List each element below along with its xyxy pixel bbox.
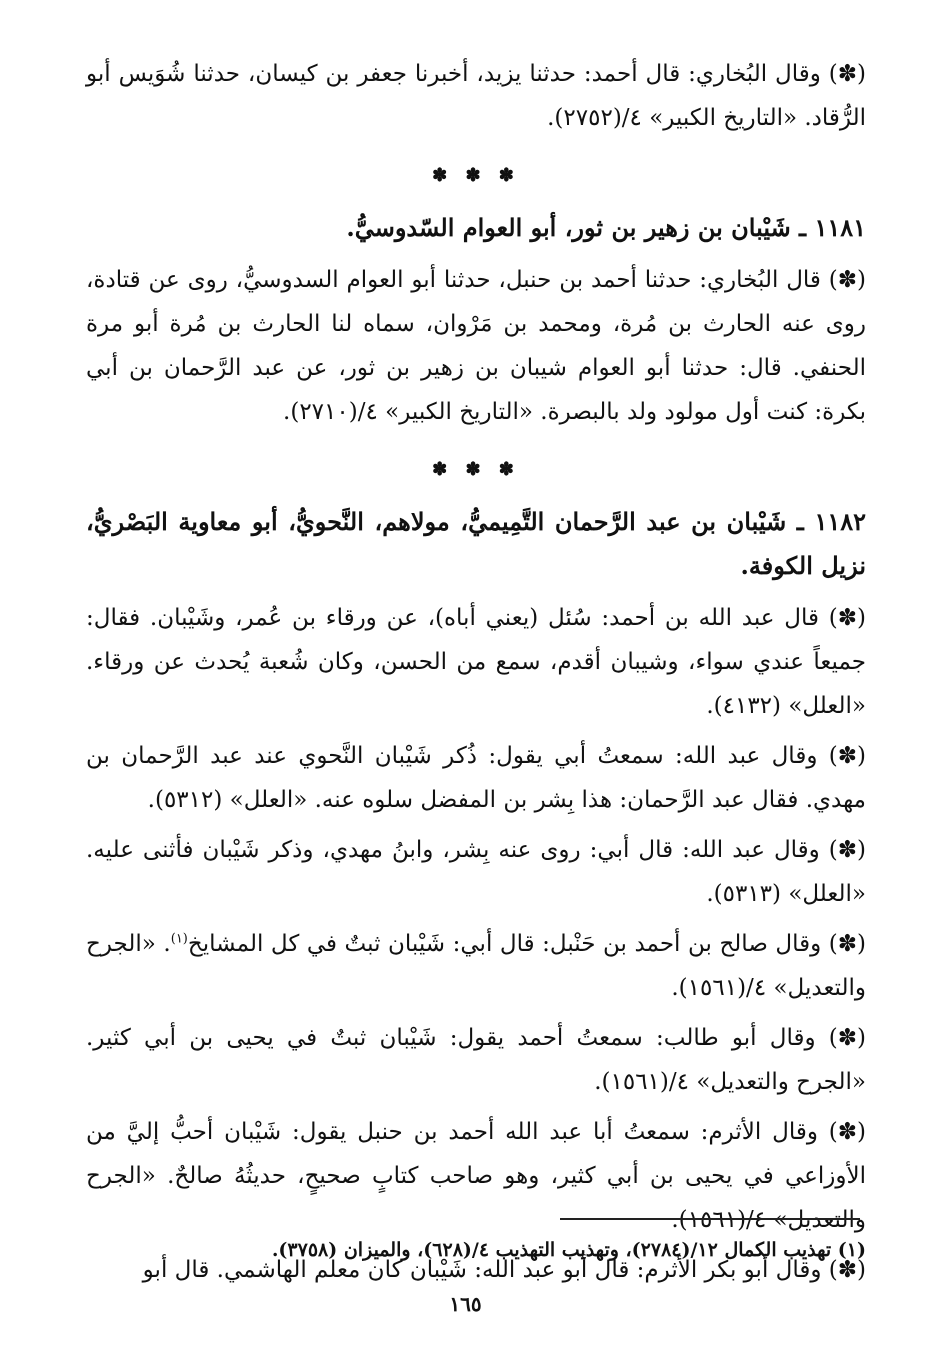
entry-paragraph: (✽) وقال أبو طالب: سمعتُ أحمد يقول: شَيْبان ثبتٌ في يحيى بن أبي كثير. «الجرح والتعديل» ٤/(١٥٦١). (86, 1025, 866, 1095)
entry-paragraph: (✽) وقال عبد الله: قال أبي: روى عنه بِشر، وابنُ مهدي، وذكر شَيْبان فأثنى عليه. «العلل» (٥٣١٣). (86, 837, 866, 907)
entry-heading-1181: ١١٨١ ـ شَيْبان بن زهير بن ثور، أبو العوام السّدوسيُّ. (346, 213, 866, 242)
footnote: (١) تهذيب الكمال ١٢/(٢٧٨٤)، وتهذيب التهذيب ٤/(٦٢٨)، والميزان (٣٧٥٨). (271, 1239, 866, 1261)
entry-paragraph-citation: . «الجرح والتعديل» ٤/(١٥٦١). (86, 931, 866, 1001)
entry-paragraph: (✽) وقال عبد الله: سمعتُ أبي يقول: ذُكر شَيْبان النَّحوي عند عبد الرَّحمان بن مهدي. فقال عبد الرَّحمان: هذا بِشر بن المفضل سلوه عنه. «العلل» (٥٣١٢). (86, 743, 866, 813)
section-separator: ✽ ✽ ✽ (432, 165, 520, 186)
page-number: ١٦٥ (449, 1292, 482, 1316)
section-separator: ✽ ✽ ✽ (432, 459, 520, 480)
page-body (86, 52, 866, 1298)
entry-paragraph-text: (✽) وقال صالح بن أحمد بن حَنْبل: قال أبي: شَيْبان ثبتٌ في كل المشايخ (187, 931, 866, 957)
entry-paragraph: (✽) وقال الأثرم: سمعتُ أبا عبد الله أحمد بن حنبل يقول: شَيْبان أحبُّ إليَّ من الأوزاعي في يحيى بن أبي كثير، وهو صاحب كتابٍ صحيحٍ، حديثُهُ صالحٌ. «الجرح والتعديل» ٤/(١٥٦١). (86, 1119, 866, 1233)
entry-paragraph: (✽) قال عبد الله بن أحمد: سُئل (يعني أباه)، عن ورقاء بن عُمر، وشَيْبان. فقال: جميعاً عندي سواء، وشيبان أقدم، سمع من الحسن، وكان شُعبة يُحدث عن ورقاء. «العلل» (٤١٣٢). (86, 605, 866, 719)
paragraph-top: (✽) وقال البُخاري: قال أحمد: حدثنا يزيد، أخبرنا جعفر بن كيسان، حدثنا شُوَيس أبو الرُّقاد. «التاريخ الكبير» ٤/(٢٧٥٢). (86, 61, 866, 131)
entry-paragraph: (✽) وقال أبو بكر الأثرم: قال أبو عبد الله: شَيْبان كان معلم الهاشمي. قال أبو (142, 1257, 866, 1283)
entry-paragraph (86, 922, 866, 1010)
entry-body-1181: (✽) قال البُخاري: حدثنا أحمد بن حنبل، حدثنا أبو العوام السدوسيُّ، روى عن قتادة، روى عنه الحارث بن مُرة، ومحمد بن مَرْوان، سماه لنا الحارث بن مُرة أبو مرة الحنفي. قال: حدثنا أبو العوام شيبان بن زهير بن ثور، عن عبد الرَّحمان بن أبي بكرة: كنت أول مولود ولد بالبصرة. «التاريخ الكبير» ٤/(٢٧١٠). (86, 267, 866, 425)
entry-heading-1182: ١١٨٢ ـ شَيْبان بن عبد الرَّحمان التَّمِيميُّ، مولاهم، النَّحويُّ، أبو معاوية البَصْريُّ، نزيل الكوفة. (86, 507, 866, 580)
footnote-marker[interactable]: (١) (170, 931, 188, 947)
footnote-divider (560, 1218, 860, 1220)
